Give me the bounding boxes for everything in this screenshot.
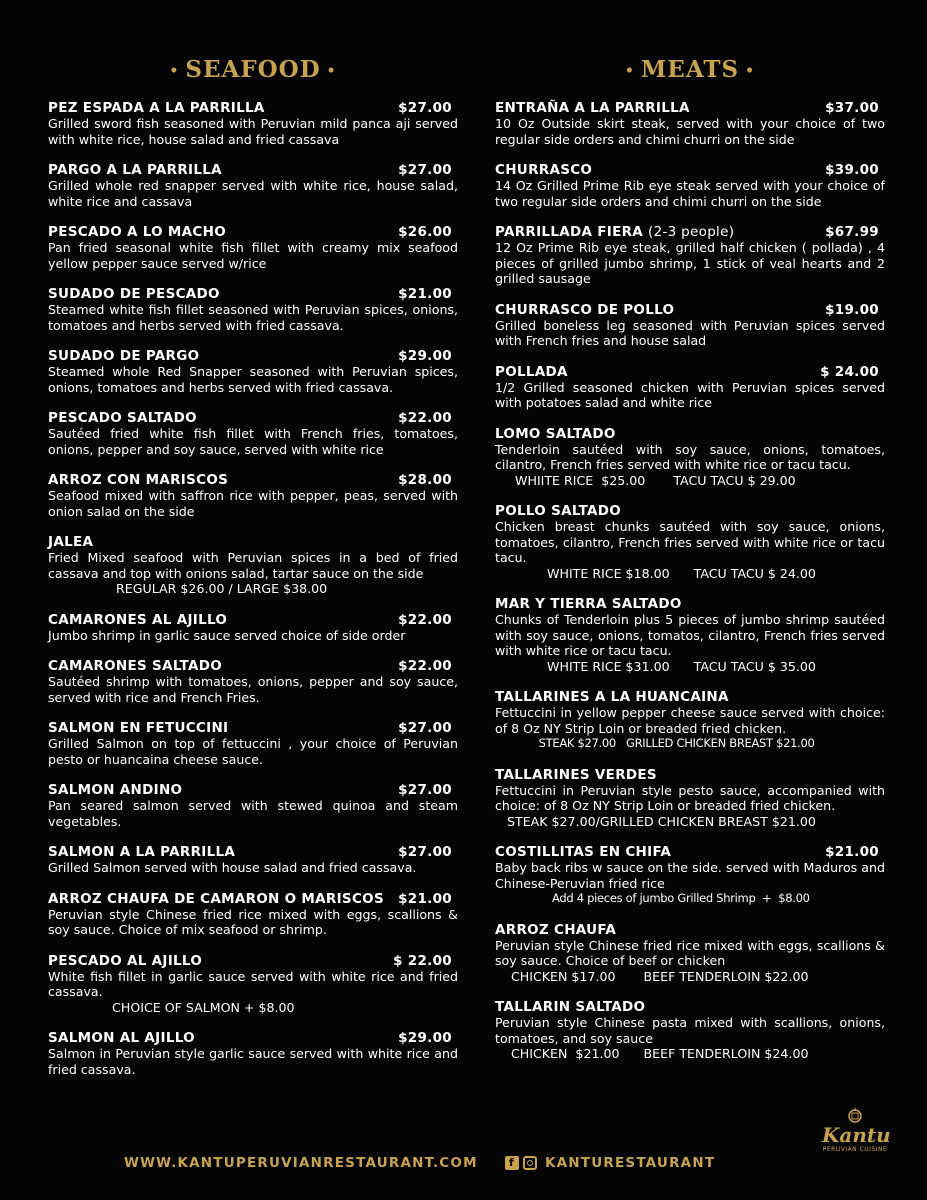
menu-item-price: $39.00 [825, 162, 879, 178]
menu-item [495, 767, 885, 830]
menu-item [48, 224, 458, 271]
menu-item-name: SALMON EN FETUCCINI [48, 720, 229, 736]
menu-item-name: PEZ ESPADA A LA PARRILLA [48, 100, 265, 116]
menu-item-description: Peruvian style Chinese fried rice mixed with eggs, scallions & soy sauce. Choice of mix seafood or shrimp. [48, 906, 458, 937]
menu-item-header [495, 596, 885, 612]
menu-item-title [48, 100, 265, 116]
menu-item-price [879, 767, 885, 783]
menu-item-price: $22.00 [398, 658, 452, 674]
menu-item-price: $27.00 [398, 782, 452, 798]
menu-item-description: 10 Oz Outside skirt steak, served with your choice of two regular side orders and chimi churri on the side [495, 116, 885, 147]
menu-item-name: MAR Y TIERRA SALTADO [495, 596, 682, 612]
menu-item-header [48, 348, 458, 364]
menu-item [495, 689, 885, 752]
menu-item-header [495, 302, 885, 318]
menu-item-header [48, 162, 458, 178]
menu-item-price: $67.99 [825, 224, 879, 240]
logo-mark-icon [844, 1108, 866, 1124]
menu-item-price: $22.00 [398, 410, 452, 426]
menu-item-name: TALLARINES A LA HUANCAINA [495, 689, 729, 705]
instagram-icon[interactable] [523, 1156, 537, 1170]
title-dot-icon: • [169, 63, 180, 79]
menu-item-title [495, 689, 729, 705]
menu-item-description: Grilled Salmon on top of fettuccini , your choice of Peruvian pesto or huancaina cheese sauce. [48, 736, 458, 767]
menu-item-header [48, 286, 458, 302]
menu-item-name: PESCADO SALTADO [48, 410, 197, 426]
website-link[interactable]: WWW.KANTUPERUVIANRESTAURANT.COM [124, 1155, 478, 1171]
menu-item-name: SUDADO DE PARGO [48, 348, 200, 364]
social-handle[interactable]: KANTURESTAURANT [545, 1155, 716, 1171]
facebook-icon[interactable]: f [505, 1156, 519, 1170]
menu-item-price: $19.00 [825, 301, 879, 318]
menu-item-title [48, 534, 93, 550]
menu-item-description: Grilled sword fish seasoned with Peruvian mild panca aji served with white rice, house salad and fried cassava [48, 116, 458, 147]
menu-item-title [495, 844, 671, 860]
menu-item-description: Fettuccini in Peruvian style pesto sauce, accompanied with choice: of 8 Oz NY Strip Loin or breaded fried chicken. [495, 782, 885, 813]
menu-item-description: 14 Oz Grilled Prime Rib eye steak served with your choice of two regular side orders and chimi churri on the side [495, 178, 885, 209]
menu-item-name: COSTILLITAS EN CHIFA [495, 844, 672, 860]
logo-tagline: PERUVIAN CUISINE [822, 1146, 888, 1153]
menu-item-header [48, 534, 458, 550]
meats-title: • MEATS • [495, 56, 885, 84]
menu-item-name: PARRILLADA FIERA [495, 224, 644, 240]
menu-item-header [495, 503, 885, 519]
menu-item-description: Peruvian style Chinese pasta mixed with scallions, onions, tomatoes, and soy sauce [495, 1015, 885, 1046]
menu-item-description: Grilled Salmon served with house salad and fried cassava. [48, 860, 417, 875]
menu-item-header [495, 364, 885, 380]
menu-item-price [452, 534, 458, 550]
menu-item-description: Steamed white fish fillet seasoned with Peruvian spices, onions, tomatoes and herbs served with fried cassava. [48, 302, 458, 333]
menu-item-price: $27.00 [398, 100, 452, 116]
menu-item-title [495, 503, 621, 519]
menu-item-name: SUDADO DE PESCADO [48, 286, 220, 302]
menu-item-price: $29.00 [398, 1030, 452, 1046]
menu-item-price: $21.00 [825, 844, 879, 860]
footer [0, 1155, 927, 1175]
menu-item-price [879, 503, 885, 519]
menu-item-header [48, 1030, 458, 1046]
menu-item [48, 891, 458, 938]
menu-item [495, 100, 885, 147]
menu-item-price: $ 24.00 [820, 363, 879, 380]
menu-item-header [48, 658, 458, 674]
menu-item-header [495, 689, 885, 705]
menu-item [495, 224, 885, 287]
menu-item-name: PESCADO A LO MACHO [48, 224, 226, 240]
menu-item [48, 720, 458, 767]
menu-item-options: STEAK $27.00 GRILLED CHICKEN BREAST $21.00 [495, 736, 815, 750]
kantu-logo [822, 1108, 891, 1168]
menu-item-title [48, 348, 199, 364]
menu-item-price [879, 596, 885, 612]
title-dot-icon: • [326, 63, 337, 79]
menu-item-name: TALLARINES VERDES [495, 766, 657, 783]
menu-item-header [48, 612, 458, 628]
menu-item [48, 1030, 458, 1077]
menu-item-name: JALEA [48, 534, 94, 550]
menu-item [48, 410, 458, 457]
menu-item [495, 596, 885, 674]
menu-item-header [495, 999, 885, 1015]
social-links [505, 1155, 715, 1171]
menu-item-description: Seafood mixed with saffron rice with pepper, peas, served with onion salad on the side [48, 488, 458, 519]
menu-item-description: Tenderloin sautéed with soy sauce, onions, tomatoes, cilantro, French fries served with white rice or tacu tacu. [495, 441, 885, 472]
menu-item-options: WHITE RICE $31.00 TACU TACU $ 35.00 [495, 658, 816, 674]
menu-item [48, 162, 458, 209]
menu-item-title [495, 302, 674, 318]
menu-item-header [495, 426, 885, 442]
menu-item-description: Salmon in Peruvian style garlic sauce served with white rice and fried cassava. [48, 1046, 458, 1077]
menu-item-name: ENTRAÑA A LA PARRILLA [495, 100, 690, 116]
menu-item-options: REGULAR $26.00 / LARGE $38.00 [48, 581, 328, 596]
menu-item-name: CHURRASCO [495, 162, 593, 178]
menu-item-description: Sautéed fried white fish fillet with French fries, tomatoes, onions, pepper and soy sauce, served with white rice [48, 426, 458, 457]
menu-item-header [48, 224, 458, 240]
menu-item-title [495, 426, 616, 442]
menu-item-options: WHIITE RICE $25.00 TACU TACU $ 29.00 [495, 472, 796, 488]
menu-item-title [48, 224, 226, 240]
menu-item-title [495, 100, 690, 116]
menu-item-header [48, 720, 458, 736]
menu-item-description: 1/2 Grilled seasoned chicken with Peruvian spices served with potatoes salad and white rice [495, 379, 885, 410]
menu-item-price: $27.00 [398, 162, 452, 178]
menu-item-header [48, 953, 458, 969]
menu-item-header [495, 767, 885, 783]
menu-item-options: CHOICE OF SALMON + $8.00 [48, 999, 295, 1015]
menu-item-name: CAMARONES SALTADO [48, 658, 222, 674]
menu-item-description: White fish fillet in garlic sauce served with white rice and fried cassava. [48, 968, 458, 999]
menu-item [495, 999, 885, 1062]
menu-item-options: CHICKEN $21.00 BEEF TENDERLOIN $24.00 [495, 1046, 809, 1061]
menu-item-name: SALMON AL AJILLO [48, 1030, 195, 1046]
menu-item-header [495, 844, 885, 860]
menu-item [495, 364, 885, 411]
menu-item-price: $22.00 [398, 611, 452, 628]
menu-item-name: TALLARIN SALTADO [495, 999, 646, 1015]
menu-item-header [48, 782, 458, 798]
menu-item [48, 100, 458, 147]
seafood-list [48, 100, 458, 1077]
menu-item-description: Chicken breast chunks sautéed with soy sauce, onions, tomatoes, cilantro, French fries served with white rice or tacu tacu. [495, 519, 885, 565]
menu-item-price: $21.00 [398, 286, 452, 302]
menu-item-title [495, 999, 645, 1015]
menu-item [495, 844, 885, 907]
menu-item [48, 472, 458, 519]
menu-item-description: Fried Mixed seafood with Peruvian spices in a bed of fried cassava and top with onions salad, tartar sauce on the side [48, 550, 458, 581]
menu-item-title [495, 364, 568, 380]
menu-item-name: CAMARONES AL AJILLO [48, 611, 228, 628]
menu-item-header [495, 162, 885, 178]
menu-item-header [48, 410, 458, 426]
menu-item-title [495, 767, 657, 783]
menu-item-name: ARROZ CON MARISCOS [48, 472, 229, 488]
menu-item-description: 12 Oz Prime Rib eye steak, grilled half chicken ( pollada) , 4 pieces of grilled jumbo shrimp, 1 stick of veal hearts and 2 grilled sausage [495, 240, 885, 286]
menu-item-header [48, 100, 458, 116]
menu-item-price [879, 689, 885, 705]
meats-column [495, 56, 885, 1077]
menu-item-price: $21.00 [398, 890, 452, 907]
menu-item-description: Pan fried seasonal white fish fillet with creamy mix seafood yellow pepper sauce served w/rice [48, 240, 458, 271]
menu-item-title [48, 286, 220, 302]
menu-item-options: WHITE RICE $18.00 TACU TACU $ 24.00 [495, 565, 816, 581]
menu-item-name: CHURRASCO DE POLLO [495, 301, 675, 318]
menu-item-header [495, 224, 885, 240]
menu-item-title [495, 922, 616, 938]
menu-item-price: $27.00 [398, 720, 452, 736]
menu-item-title [48, 953, 202, 969]
menu-item-options: CHICKEN $17.00 BEEF TENDERLOIN $22.00 [495, 968, 809, 984]
seafood-column [48, 56, 458, 1092]
title-dot-icon: • [745, 63, 756, 79]
menu-item-title [48, 844, 235, 860]
menu-item-description: Baby back ribs w sauce on the side. served with Maduros and Chinese-Peruvian fried rice [495, 860, 885, 891]
meats-list [495, 100, 885, 1062]
menu-item-description: Steamed whole Red Snapper seasoned with Peruvian spices, onions, tomatoes and herbs served with fried cassava. [48, 364, 458, 395]
menu-item-header [48, 891, 458, 907]
menu-item-description: Peruvian style Chinese fried rice mixed with eggs, scallions & soy sauce. Choice of beef or chicken [495, 937, 885, 968]
menu-item [495, 503, 885, 581]
logo-name: Kantu [822, 1123, 891, 1147]
menu-item-title [48, 891, 384, 907]
menu-item-price: $29.00 [398, 348, 452, 364]
menu-item [495, 426, 885, 489]
menu-item-name: ARROZ CHAUFA DE CAMARON O MARISCOS [48, 890, 384, 907]
menu-item-title [48, 612, 227, 628]
menu-item-header [48, 472, 458, 488]
menu-item-options: STEAK $27.00/GRILLED CHICKEN BREAST $21.00 [495, 813, 816, 829]
menu-item-title [495, 596, 682, 612]
menu-item [48, 348, 458, 395]
menu-item-title [495, 162, 592, 178]
menu-item-name: LOMO SALTADO [495, 425, 616, 442]
menu-item-price: $27.00 [398, 844, 452, 860]
seafood-title: • SEAFOOD • [48, 56, 458, 84]
menu-item-title [48, 782, 182, 798]
menu-item-serving-note: (2-3 people) [648, 224, 735, 240]
menu-item-name: POLLO SALTADO [495, 503, 621, 519]
menu-item [495, 302, 885, 349]
menu-item-description: Jumbo shrimp in garlic sauce served choice of side order [48, 627, 406, 643]
menu-item-header [495, 100, 885, 116]
menu-item-name: PARGO A LA PARRILLA [48, 162, 222, 178]
menu-item-header [48, 844, 458, 860]
menu-item [48, 658, 458, 705]
menu-item-price [879, 922, 885, 938]
title-dot-icon: • [624, 63, 635, 79]
menu-item-title [48, 162, 222, 178]
menu-item-description: Pan seared salmon served with stewed quinoa and steam vegetables. [48, 798, 458, 829]
menu-item-header [495, 922, 885, 938]
menu-item-price: $28.00 [398, 472, 452, 488]
menu-item [495, 162, 885, 209]
menu-item-title [48, 472, 228, 488]
menu-item [495, 922, 885, 985]
menu-item-name: SALMON A LA PARRILLA [48, 844, 236, 860]
menu-item-options: Add 4 pieces of jumbo Grilled Shrimp + $8.00 [495, 891, 810, 905]
menu-item-description: Fettuccini in yellow pepper cheese sauce served with choice: of 8 Oz NY Strip Loin or breaded fried chicken. [495, 705, 885, 736]
menu-item-title [48, 720, 228, 736]
menu-item [48, 953, 458, 1016]
menu-item-price: $ 22.00 [393, 952, 452, 969]
menu-item-description: Grilled boneless leg seasoned with Peruvian spices served with French fries and house salad [495, 317, 885, 348]
menu-item-name: PESCADO AL AJILLO [48, 952, 203, 969]
menu-item-price [879, 426, 885, 442]
menu-item [48, 782, 458, 829]
menu-item-title [495, 224, 734, 240]
menu-item-price: $26.00 [398, 224, 452, 240]
menu-item-price [879, 999, 885, 1015]
menu-item-name: ARROZ CHAUFA [495, 921, 617, 938]
menu-item-description: Chunks of Tenderloin plus 5 pieces of jumbo shrimp sautéed with soy sauce, onions, tomatos, cilantro, French fries served with white rice or tacu tacu. [495, 612, 885, 658]
menu-item-name: POLLADA [495, 363, 568, 380]
menu-item-description: Grilled whole red snapper served with white rice, house salad, white rice and cassava [48, 178, 458, 209]
menu-item [48, 612, 458, 644]
menu-item-price: $37.00 [825, 100, 879, 116]
menu-item-title [48, 658, 222, 674]
menu-item-name: SALMON ANDINO [48, 782, 183, 798]
menu-item-title [48, 1030, 195, 1046]
menu-item [48, 286, 458, 333]
menu-item-description: Sautéed shrimp with tomatoes, onions, pepper and soy sauce, served with rice and French Fries. [48, 674, 458, 705]
menu-item [48, 534, 458, 597]
menu-item [48, 844, 458, 876]
menu-item-title [48, 410, 197, 426]
